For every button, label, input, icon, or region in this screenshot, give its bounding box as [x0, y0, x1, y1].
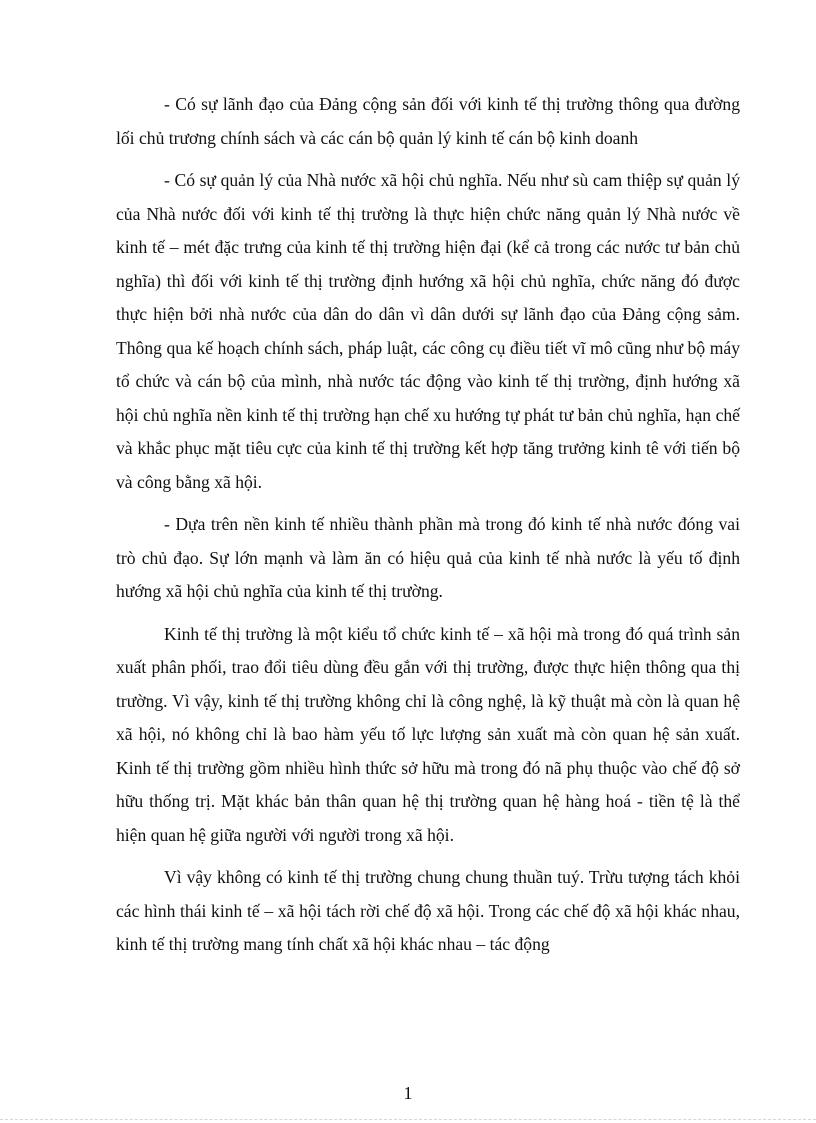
page-bottom-edge [0, 1119, 816, 1120]
paragraph-market-economy-definition: Kinh tế thị trường là một kiểu tổ chức kinh tế – xã hội mà trong đó quá trình sản xuất phân phối, trao đổi tiêu dùng đều gắn với thị trường, được thực hiện thông qua thị trường. Vì vậy, kinh tế thị trường không chỉ là công nghệ, là kỹ thuật mà còn là quan hệ xã hội, nó không chỉ là bao hàm yếu tố lực lượng sản xuất mà còn quan hệ sản xuất. Kinh tế thị trường gồm nhiều hình thức sở hữu mà trong đó nã phụ thuộc vào chế độ sở hữu thống trị. Mặt khác bản thân quan hệ thị trường quan hệ hàng hoá - tiền tệ là thể hiện quan hệ giữa người với người trong xã hội. [116, 623, 740, 845]
paragraph-multi-sector-economy: - Dựa trên nền kinh tế nhiều thành phần mà trong đó kinh tế nhà nước đóng vai trò chủ đạo. Sự lớn mạnh và làm ăn có hiệu quả của kinh tế nhà nước là yếu tố định hướng xã hội chủ nghĩa của kinh tế thị trường. [116, 514, 740, 601]
paragraph-state-management: - Có sự quản lý của Nhà nước xã hội chủ nghĩa. Nếu như sù cam thiệp sự quản lý của Nhà nước đối với kinh tế thị trường là thực hiện chức năng quản lý Nhà nước về kinh tế – mét đặc trưng của kinh tế thị trường hiện đại (kể cả trong các nước tư bản chủ nghĩa) thì đối với kinh tế thị trường định hướng xã hội chủ nghĩa, chức năng đó được thực hiện bởi nhà nước của dân do dân vì dân dưới sự lãnh đạo của Đảng cộng sảm. Thông qua kế hoạch chính sách, pháp luật, các công cụ điều tiết vĩ mô cũng như bộ máy tổ chức và cán bộ của mình, nhà nước tác động vào kinh tế thị trường, định hướng xã hội chủ nghĩa nền kinh tế thị trường hạn chế xu hướng tự phát tư bản chủ nghĩa, hạn chế và khắc phục mặt tiêu cực của kinh tế thị trường kết hợp tăng trưởng kinh tê với tiến bộ và công bằng xã hội. [116, 170, 740, 492]
document-body [116, 88, 740, 971]
paragraph-party-leadership: - Có sự lãnh đạo của Đảng cộng sản đối với kinh tế thị trường thông qua đường lối chủ trương chính sách và các cán bộ quản lý kinh tế cán bộ kinh doanh [116, 94, 740, 148]
paragraph-no-generic-market-economy: Vì vậy không có kinh tế thị trường chung chung thuần tuý. Trừu tượng tách khỏi các hình thái kinh tế – xã hội tách rời chế độ xã hội. Trong các chế độ xã hội khác nhau, kinh tế thị trường mang tính chất xã hội khác nhau – tác động [116, 867, 740, 954]
page-number: 1 [403, 1083, 413, 1103]
